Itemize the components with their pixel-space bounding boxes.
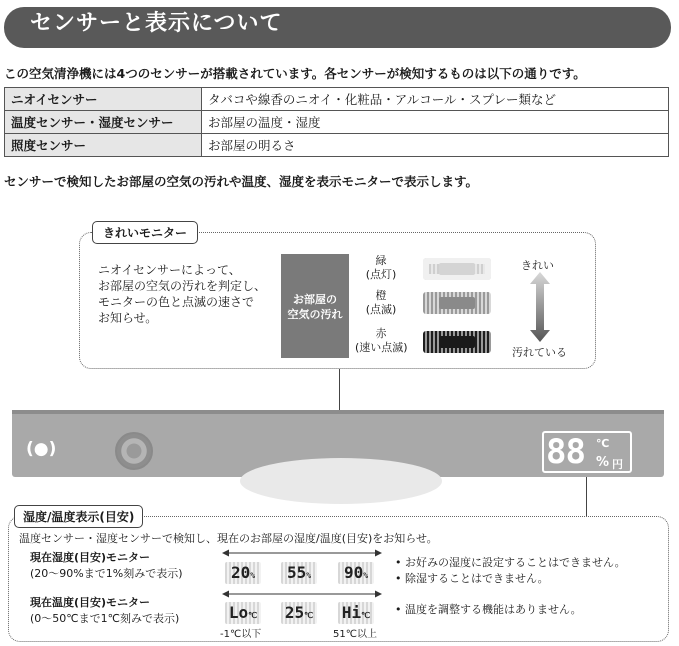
scale-clean-label: きれい (521, 259, 554, 272)
humidity-temperature-description: 温度センサー・湿度センサーで検知し、現在のお部屋の湿度/温度(目安)をお知らせ。 (19, 532, 438, 545)
description-line: お部屋の空気の汚れを判定し、 (98, 279, 267, 293)
range-arrow-icon (222, 548, 382, 558)
reading-unit: % (250, 571, 256, 580)
humidity-reading-high (338, 562, 374, 584)
description-line: お知らせ。 (98, 311, 158, 325)
table-row (5, 88, 669, 111)
orange-indicator-swatch (423, 292, 491, 314)
humidity-monitor-range: (20〜90%まで1%刻みで表示) (30, 567, 183, 580)
swatch-core (439, 336, 475, 348)
lcd-unit-celsius: ℃ (596, 437, 610, 450)
swatch-core (439, 263, 475, 275)
reading-unit: % (306, 571, 312, 580)
reading-value: Lo (228, 603, 249, 622)
note-item: • 除湿することはできません。 (395, 572, 549, 585)
scale-dirty-label: 汚れている (512, 346, 567, 359)
description-line: モニターの色と点滅の速さで (98, 295, 255, 309)
reading-value: 90 (343, 563, 364, 582)
reading-value: 25 (284, 603, 305, 622)
color-state: (点灯) (365, 268, 397, 281)
table-row (5, 111, 669, 134)
page-title: センサーと表示について (30, 11, 283, 36)
temperature-low-note: -1℃以下 (220, 629, 262, 640)
kirei-monitor-tag: きれいモニター (92, 221, 198, 244)
table-row (5, 134, 669, 157)
green-indicator-swatch (423, 258, 491, 280)
lcd-unit-yen: 円 (612, 458, 623, 471)
color-name: 橙 (375, 289, 387, 302)
reading-value: 55 (286, 563, 307, 582)
red-indicator-swatch (423, 331, 491, 353)
reading-unit: ℃ (248, 611, 258, 620)
color-state: (点滅) (365, 303, 397, 316)
description-line: ニオイセンサーによって、 (98, 263, 241, 277)
reading-unit: % (363, 571, 369, 580)
color-label-orange (355, 289, 407, 317)
note-item: • お好みの湿度に設定することはできません。 (395, 556, 626, 569)
double-arrow-icon (530, 272, 550, 342)
color-name: 緑 (375, 254, 387, 267)
temperature-reading-low (225, 602, 261, 624)
swatch-core (439, 297, 475, 309)
range-arrow-icon (222, 589, 382, 599)
air-dirt-label (281, 292, 349, 322)
kirei-monitor-description (98, 262, 266, 326)
reading-value: Hi (341, 603, 362, 622)
sensor-detects: タバコや線香のニオイ・化粧品・アルコール・スプレー類など (202, 88, 669, 111)
color-name: 赤 (375, 327, 387, 340)
intro-text: この空気清浄機には4つのセンサーが搭載されています。各センサーが検知するものは以下の通りです。 (4, 66, 586, 81)
color-label-red (355, 327, 407, 355)
humidity-temperature-tag: 湿度/温度表示(目安) (14, 505, 143, 528)
temperature-reading-mid (281, 602, 317, 624)
kirei-monitor-light (240, 458, 442, 504)
sensor-button-icon (115, 432, 153, 470)
pointer-line (586, 473, 587, 516)
sensor-table (4, 87, 669, 157)
temperature-monitor-label: 現在温度(目安)モニター (30, 596, 151, 609)
reading-value: 20 (230, 563, 251, 582)
sensor-detects: お部屋の温度・湿度 (202, 111, 669, 134)
air-dirt-label-line: お部屋の (293, 293, 337, 306)
lcd-digits: 88 (546, 432, 585, 472)
display-description: センサーで検知したお部屋の空気の汚れや温度、湿度を表示モニターで表示します。 (4, 174, 479, 189)
sensor-name: 照度センサー (5, 134, 202, 157)
reading-unit: ℃ (361, 611, 371, 620)
note-item: • 温度を調整する機能はありません。 (395, 603, 582, 616)
sensor-name: 温度センサー・湿度センサー (5, 111, 202, 134)
humidity-monitor-label: 現在湿度(目安)モニター (30, 551, 151, 564)
color-label-green (355, 254, 407, 282)
lcd-unit-percent: % (596, 455, 610, 470)
sensor-detects: お部屋の明るさ (202, 134, 669, 157)
reading-unit: ℃ (304, 611, 314, 620)
air-dirt-label-line: 空気の汚れ (287, 308, 343, 321)
humidity-reading-mid (281, 562, 317, 584)
humidity-reading-low (225, 562, 261, 584)
temperature-reading-high (338, 602, 374, 624)
temperature-monitor-range: (0〜50℃まで1℃刻みで表示) (30, 612, 180, 625)
temperature-high-note: 51℃以上 (333, 629, 377, 640)
sensor-name: ニオイセンサー (5, 88, 202, 111)
device-top-edge (12, 410, 664, 414)
light-sensor-icon: (●) (26, 439, 57, 459)
color-state: (速い点滅) (355, 341, 408, 354)
